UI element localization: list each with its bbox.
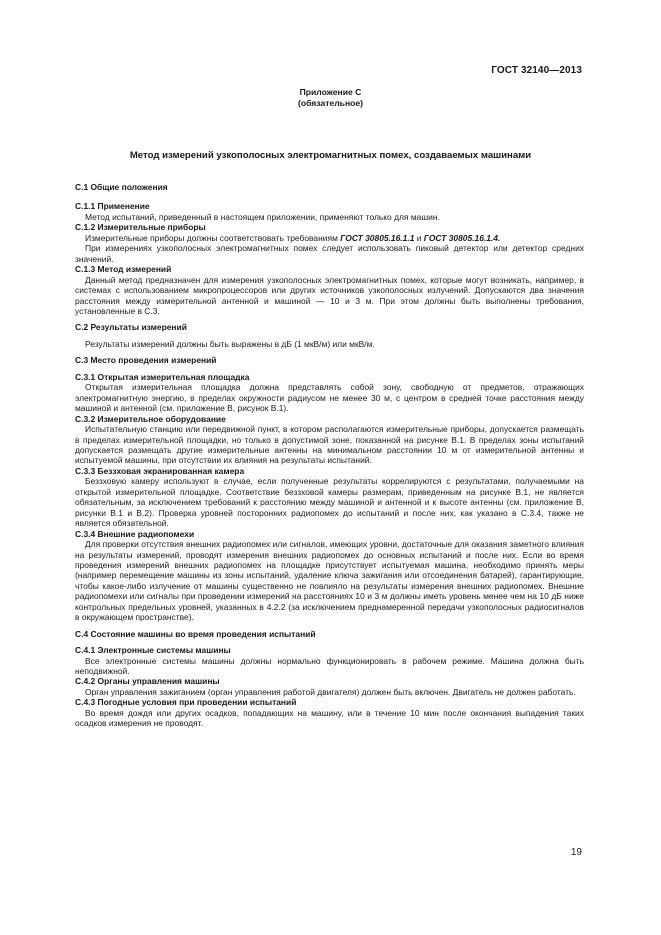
paragraph: Данный метод предназначен для измерения узкополосных электромагнитных помех, которые могут возникать, например, в системах с использованием микропроцессоров или других источников узкополосных излучений. Допускаются два значения расстояния между измерительной антенной и машиной — 10 и 3 м. При этом должны быть выполнены требования, установленные в С.3. (75, 274, 584, 316)
subsection-heading: С.1.1 Применение (75, 201, 150, 212)
paragraph: При измерениях узкополосных электромагнитных помех следует использовать пиковый детектор или детектор средних значений. (75, 243, 584, 264)
paragraph: Во время дождя или других осадков, попадающих на машину, или в течение 10 мин после окончания выпадения таких осадков измерения не проводят. (75, 707, 584, 729)
annex-status: (обязательное) (297, 98, 364, 108)
paragraph: Все электронные системы машины должны нормально функционировать в рабочем режиме. Машина должна быть неподвижной. (75, 655, 584, 677)
paragraph: Метод испытаний, приведенный в настоящем приложении, применяют только для машин. (85, 211, 440, 222)
paragraph: Для проверки отсутствия внешних радиопомех или сигналов, имеющих уровни, достаточные для оказания заметного влияния на результаты измерений, проводят измерения внешних радиопомех до основных испытаний и после них. Если во время проведения измерений внешних радиопомех на площадке присутствует испытуемая машина, необходимо принять меры (например перемещение машины из зоны испытаний, удаление ключа зажигания или отсоединения батарей), гарантирующие, чтобы какое-либо излучение от машины существенно не повлияло на результаты измерения внешних радиопомех. Внешние радиопомехи или сигналы при проведении измерений на расстояниях 10 и 3 м должны иметь уровень менее чем на 10 дБ ниже контрольных предельных уровней, указанных в 4.2.2 (за исключением преднамеренной передачи узкополосных радиосигналов в окружающем пространстве). (75, 539, 584, 623)
paragraph: Беззховую камеру используют в случае, если полученные результаты коррелируются с результатами, получаемыми на открытой измерительной площадке. Соответствие беззховой камеры размерам, приведенным на рисунке В.1, не является обязательным, за исключением требований к расстоянию между машиной и антенной и к высоте антенны (см. приложение В, рисунки В.1 и В.2). Проверка уровней посторонних радиопомех до испытаний и после них, как указано в С.3.4, также не является обязательной. (75, 476, 584, 529)
subsection-heading: С.4.2 Органы управления машины (75, 676, 220, 687)
paragraph: Измерительные приборы должны соответствовать требованиям ГОСТ 30805.16.1.1 и ГОСТ 30805.16.1.4. (85, 232, 501, 243)
page-number: 19 (570, 847, 582, 858)
subsection-heading: С.1.3 Метод измерений (75, 264, 172, 275)
standard-reference: ГОСТ 30805.16.1.4. (423, 232, 501, 243)
subsection-heading: С.1.2 Измерительные приборы (75, 222, 206, 233)
subsection-heading: С.4.1 Электронные системы машины (75, 645, 231, 656)
paragraph: Результаты измерений должны быть выражены в дБ (1 мкВ/м) или мкВ/м. (85, 338, 375, 349)
subsection-heading: С.3.3 Беззховая экранированная камера (75, 465, 245, 476)
subsection-heading: С.4.3 Погодные условия при проведении испытаний (75, 697, 297, 708)
subsection-heading: С.3.1 Открытая измерительная площадка (75, 371, 250, 382)
section-heading: С.2 Результаты измерений (75, 322, 187, 333)
subsection-heading: С.3.2 Измерительное оборудование (75, 413, 226, 424)
section-heading: С.4 Состояние машины во время проведения испытаний (75, 628, 316, 639)
section-heading: С.3 Место проведения измерений (75, 355, 217, 366)
standard-reference: ГОСТ 30805.16.1.1 (340, 232, 415, 243)
annex-title: Приложение С (299, 87, 362, 97)
document-body (75, 182, 584, 729)
paragraph: Открытая измерительная площадка должна представлять собой зону, свободную от предметов, отражающих электромагнитную энергию, в пределах окружности радиусом не менее 30 м, с центром в средней точке расстояния между машиной и антенной (см. приложение В, рисунок В.1). (75, 382, 584, 414)
document-title: Метод измерений узкополосных электромагнитных помех, создаваемых машинами (129, 150, 532, 161)
paragraph: Испытательную станцию или передвижной пункт, в котором располагаются измерительные приборы, допускается размещать в пределах измерительной площадки, но только в допустимой зоне, показанной на рисунке В.1. В пределах зоны испытаний допускается размещать другие измерительные антенны на минимальном расстоянии 10 м от измерительной антенны и испытуемой машины, при отсутствии их влияния на результаты испытаний. (75, 424, 584, 466)
subsection-heading: С.3.4 Внешние радиопомехи (75, 528, 195, 539)
standard-code: ГОСТ 32140—2013 (491, 65, 582, 76)
section-heading: С.1 Общие положения (75, 182, 168, 192)
paragraph: Орган управления зажиганием (орган управления работой двигателя) должен быть включен. Двигатель не должен работать. (85, 686, 576, 697)
